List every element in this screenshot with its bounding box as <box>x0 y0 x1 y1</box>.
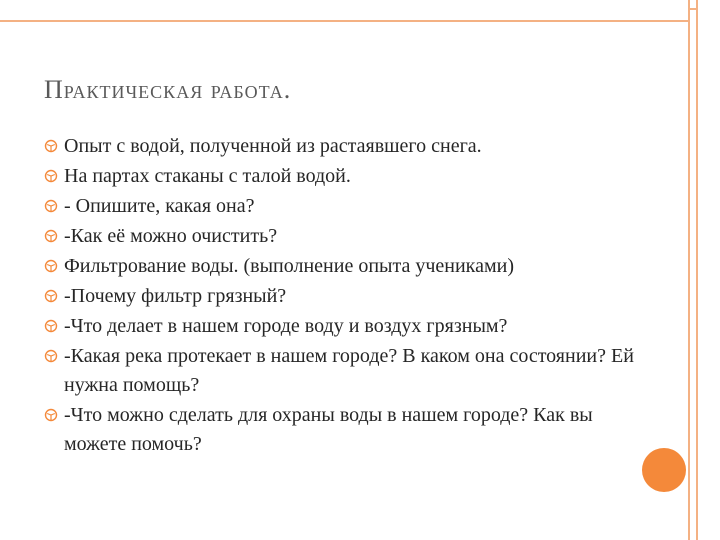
circle-segment-icon <box>44 259 58 273</box>
list-item <box>44 401 644 459</box>
list-item <box>44 282 644 311</box>
frame-right-inner-line <box>696 0 698 540</box>
frame-top-line <box>0 20 688 22</box>
list-item <box>44 192 644 221</box>
circle-segment-icon <box>44 289 58 303</box>
circle-segment-icon <box>44 349 58 363</box>
list-item <box>44 342 644 400</box>
slide-title: Практическая работа. <box>44 75 292 104</box>
bullet-text: Опыт с водой, полученной из растаявшего снега. <box>64 135 482 157</box>
circle-segment-icon <box>44 319 58 333</box>
bullet-text: -Что делает в нашем городе воду и воздух грязным? <box>64 315 508 337</box>
circle-segment-icon <box>44 199 58 213</box>
bullet-text: -Какая река протекает в нашем городе? В каком она состоянии? Ей нужна помощь? <box>64 345 634 396</box>
bullet-text: -Почему фильтр грязный? <box>64 285 287 307</box>
circle-segment-icon <box>44 408 58 422</box>
decorative-circle <box>642 448 686 492</box>
bullet-text: -Что можно сделать для охраны воды в нашем городе? Как вы можете помочь? <box>64 404 593 455</box>
list-item <box>44 132 644 161</box>
bullet-text: -Как её можно очистить? <box>64 225 278 247</box>
circle-segment-icon <box>44 229 58 243</box>
list-item <box>44 252 644 281</box>
list-item <box>44 222 644 251</box>
bullet-list <box>44 132 644 460</box>
bullet-text: На партах стаканы с талой водой. <box>64 165 351 187</box>
circle-segment-icon <box>44 169 58 183</box>
list-item <box>44 312 644 341</box>
frame-corner <box>690 8 696 10</box>
bullet-text: Фильтрование воды. (выполнение опыта учениками) <box>64 255 514 277</box>
bullet-text: - Опишите, какая она? <box>64 195 255 217</box>
list-item <box>44 162 644 191</box>
frame-right-line <box>688 0 690 540</box>
circle-segment-icon <box>44 139 58 153</box>
